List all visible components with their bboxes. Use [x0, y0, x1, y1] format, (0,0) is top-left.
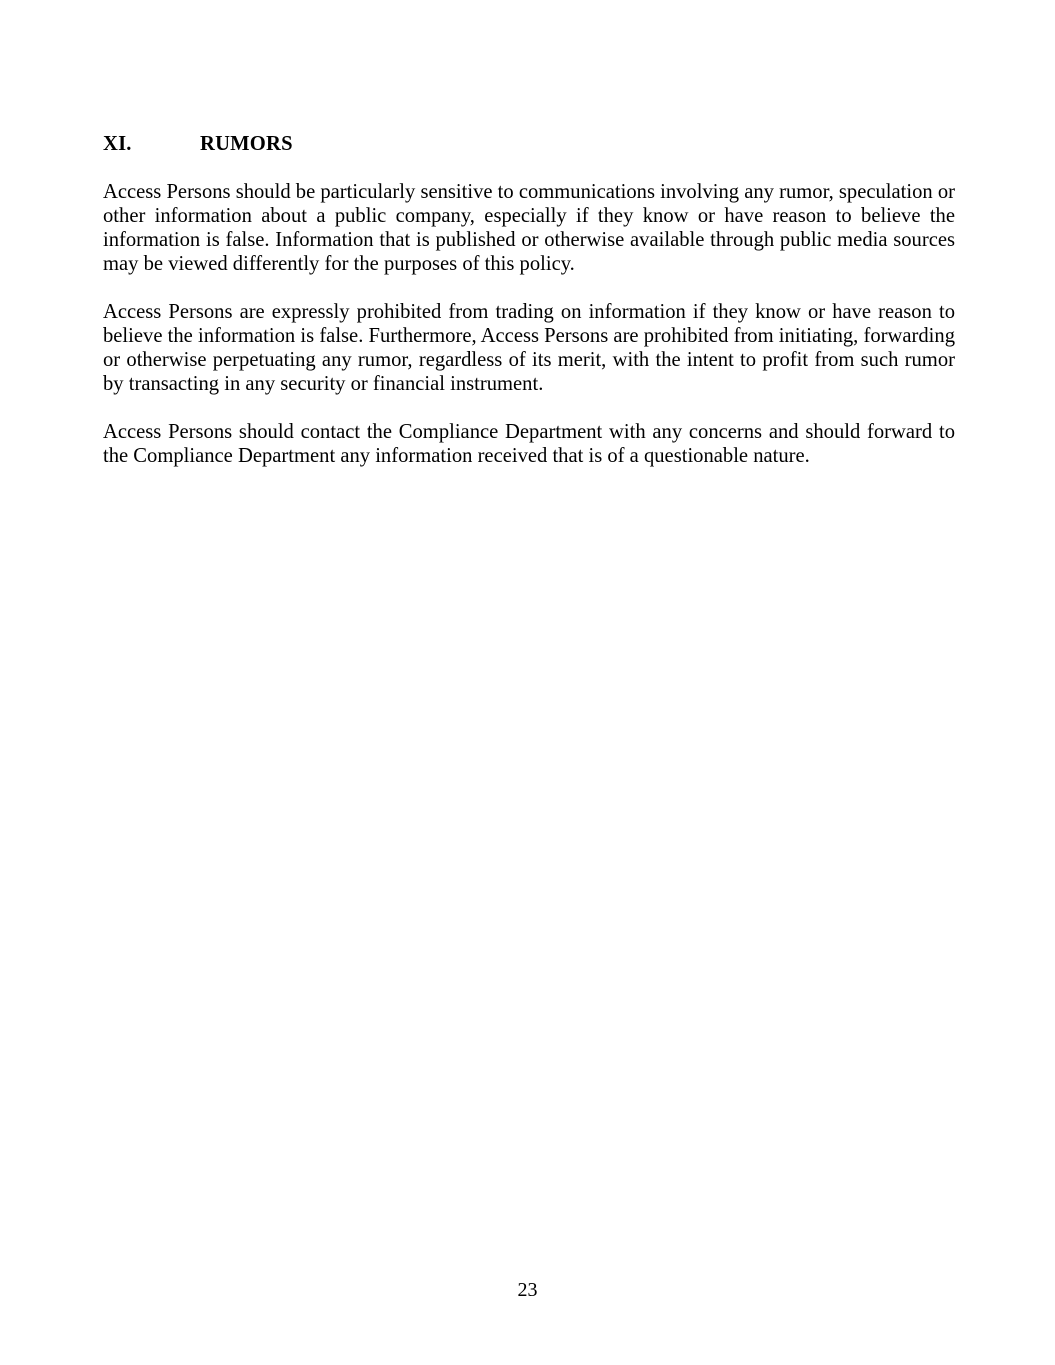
section-title: RUMORS [200, 133, 293, 155]
paragraph-trading-prohibition: Access Persons are expressly prohibited from trading on information if they know or have reason to believe the information is false. Furthermore, Access Persons are prohibited from initiating, forwarding or otherwise perpetuating any rumor, regardless of its merit, with the intent to profit from such rumor by transacting in any security or financial instrument. [103, 301, 955, 395]
paragraph-contact-compliance: Access Persons should contact the Compliance Department with any concerns and should forward to the Compliance Department any information received that is of a questionable nature. [103, 421, 955, 467]
section-heading [103, 132, 955, 156]
section-number: XI. [103, 133, 132, 155]
page-number: 23 [517, 1279, 538, 1301]
paragraph-rumors-sensitivity: Access Persons should be particularly sensitive to communications involving any rumor, speculation or other information about a public company, especially if they know or have reason to believe the information is false. Information that is published or otherwise available through public media sources may be viewed differently for the purposes of this policy. [103, 181, 955, 275]
